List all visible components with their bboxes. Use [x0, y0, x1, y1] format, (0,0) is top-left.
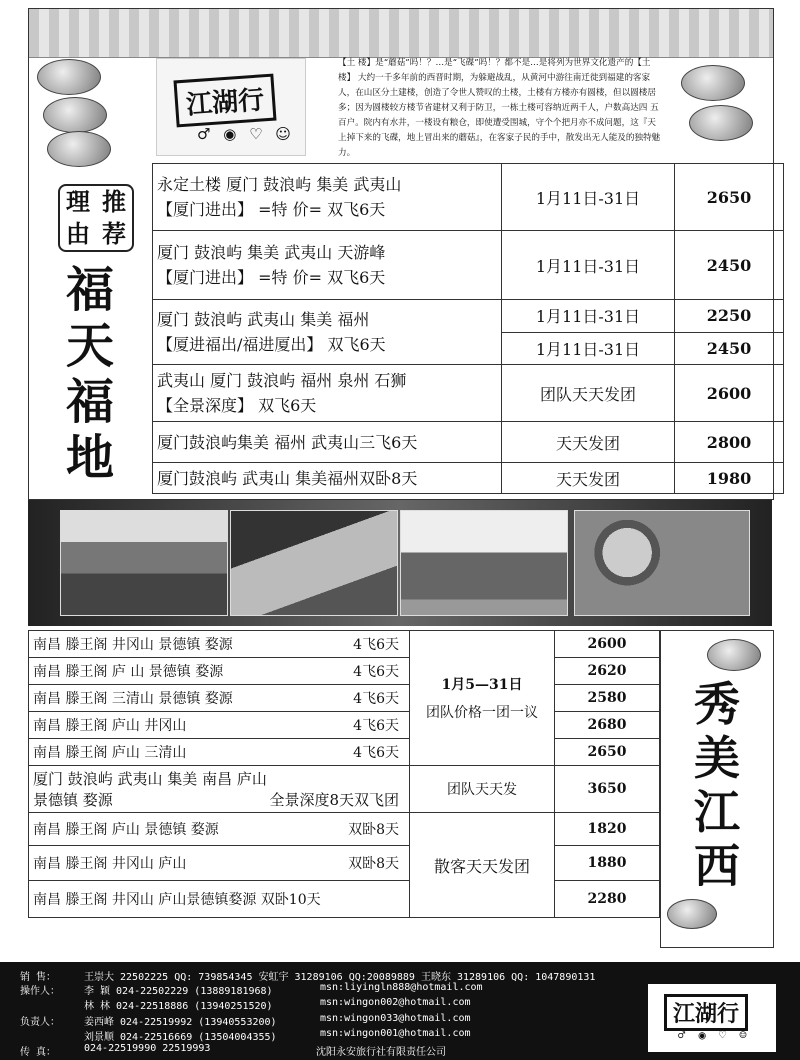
route-cell — [29, 739, 410, 766]
brand-logo — [156, 58, 306, 156]
footer-logo-text: 江湖行 — [664, 994, 748, 1031]
stamp-char: 由 — [66, 219, 90, 248]
scenery-photo-band — [28, 500, 772, 626]
route-text: 南昌 滕王阁 井冈山 景德镇 婺源 — [33, 637, 233, 653]
footer-logo — [648, 984, 776, 1052]
route-cell — [29, 685, 410, 712]
table-row — [153, 231, 784, 300]
sales-label: 销 售： — [20, 972, 57, 983]
table-row — [153, 422, 784, 463]
table-row — [29, 813, 660, 846]
table-row — [29, 881, 660, 918]
route-text: 厦门 鼓浪屿 武夷山 集美 南昌 庐山 — [33, 770, 267, 788]
days-text: 全景深度8天双飞团 — [269, 791, 399, 809]
route-cell — [29, 631, 410, 658]
route-text: 南昌 滕王阁 庐山 三清山 — [33, 745, 187, 761]
price-cell: 1820 — [555, 813, 660, 846]
table-row — [153, 463, 784, 494]
price-cell: 2800 — [675, 422, 784, 463]
route-text: 南昌 滕王阁 庐山 景德镇 婺源 — [33, 822, 219, 838]
price-cell: 2450 — [675, 231, 784, 300]
route-text: 南昌 滕王阁 井冈山 庐山 — [33, 856, 187, 872]
days-text: 4飞6天 — [353, 637, 399, 653]
table-row — [29, 739, 660, 766]
brand-logo-text: 江湖行 — [173, 74, 276, 128]
lantern-decoration — [689, 105, 753, 141]
route-cell — [29, 766, 410, 813]
days-text: 4飞6天 — [353, 718, 399, 734]
route-line: 永定土楼 厦门 鼓浪屿 集美 武夷山 — [157, 175, 402, 194]
days-text: 4飞6天 — [353, 691, 399, 707]
sales-contacts: 王崇大 22502225 QQ: 739854345 安虹宇 31289106 QQ:20089889 王晓东 31289106 QQ: 1047890131 — [84, 972, 596, 983]
route-cell — [29, 658, 410, 685]
price-cell: 2250 — [675, 300, 784, 333]
route-cell — [153, 300, 502, 365]
title-char: 福 — [65, 262, 114, 318]
lantern-decoration — [47, 131, 111, 167]
operator-1-msn: msn:liyingln888@hotmail.com — [320, 982, 483, 993]
group-date: 1月5—31日 — [441, 677, 523, 693]
route-line: 【全景深度】 双飞6天 — [157, 396, 317, 415]
table-row — [153, 365, 784, 422]
group-price-note: 团队价格一团一议 — [426, 705, 538, 721]
price-cell: 2650 — [555, 739, 660, 766]
title-char: 西 — [694, 839, 740, 893]
price-cell: 2450 — [675, 332, 784, 365]
date-cell: 1月11日-31日 — [502, 231, 675, 300]
route-cell — [29, 712, 410, 739]
table-row — [29, 658, 660, 685]
days-text: 4飞6天 — [353, 745, 399, 761]
section2-title — [685, 677, 749, 893]
footer-logo-icons: ♂ ◉ ♡ ☺ — [678, 1028, 750, 1042]
brand-logo-icons: ♂ ◉ ♡ ☺ — [197, 125, 295, 143]
route-text: 南昌 滕王阁 庐山 井冈山 — [33, 718, 187, 734]
route-cell — [153, 164, 502, 231]
mountain-photo — [60, 510, 228, 616]
date-cell: 团队天天发团 — [502, 365, 675, 422]
lantern-decoration — [667, 899, 717, 929]
title-char: 美 — [694, 731, 740, 785]
date-cell: 1月11日-31日 — [502, 164, 675, 231]
title-char: 地 — [65, 430, 114, 486]
title-char: 秀 — [694, 677, 740, 731]
tulou-photo — [574, 510, 750, 616]
route-text: 南昌 滕王阁 庐 山 景德镇 婺源 — [33, 664, 224, 680]
manager-2: 刘景顺 024-22516669 (13504004355) — [84, 1032, 277, 1043]
date-cell: 1月11日-31日 — [502, 332, 675, 365]
price-cell: 2580 — [555, 685, 660, 712]
days-text: 双卧8天 — [348, 856, 399, 872]
group-note-cell: 散客天天发团 — [410, 813, 555, 918]
price-cell: 2280 — [555, 881, 660, 918]
operator-2-msn: msn:wingon002@hotmail.com — [320, 997, 471, 1008]
route-line: 武夷山 厦门 鼓浪屿 福州 泉州 石狮 — [157, 371, 407, 390]
operator-1: 李 颖 024-22502229 (13889181968) — [84, 986, 273, 997]
jiangxi-tour-table — [28, 630, 660, 918]
route-line: 【厦门进出】 =特 价= 双飞6天 — [157, 268, 386, 287]
contact-footer — [0, 962, 800, 1060]
river-photo — [230, 510, 398, 616]
route-cell: 厦门鼓浪屿 武夷山 集美福州双卧8天 — [153, 463, 502, 494]
manager-1-msn: msn:wingon033@hotmail.com — [320, 1013, 471, 1024]
route-line: 厦门 鼓浪屿 集美 武夷山 天游峰 — [157, 243, 386, 262]
price-cell: 1980 — [675, 463, 784, 494]
route-cell: 厦门鼓浪屿集美 福州 武夷山三飞6天 — [153, 422, 502, 463]
route-cell — [29, 881, 410, 918]
table-row — [29, 766, 660, 813]
manager-2-msn: msn:wingon001@hotmail.com — [320, 1028, 471, 1039]
route-line: 【厦门进出】 =特 价= 双飞6天 — [157, 200, 386, 219]
route-cell — [29, 846, 410, 881]
price-cell: 2600 — [675, 365, 784, 422]
fujian-tour-table — [152, 163, 784, 494]
title-char: 天 — [65, 318, 114, 374]
stamp-char: 理 — [66, 187, 90, 216]
title-char: 江 — [694, 785, 740, 839]
table-row — [29, 712, 660, 739]
operator-label: 操作人： — [20, 986, 60, 997]
price-cell: 2650 — [675, 164, 784, 231]
price-cell: 2620 — [555, 658, 660, 685]
curtain-decoration — [29, 9, 773, 58]
route-text: 南昌 滕王阁 井冈山 庐山景德镇婺源 双卧10天 — [33, 892, 321, 908]
lantern-decoration — [43, 97, 107, 133]
stamp-char: 荐 — [102, 219, 126, 248]
date-cell: 1月11日-31日 — [502, 300, 675, 333]
lantern-decoration — [681, 65, 745, 101]
group-note-cell — [410, 631, 555, 766]
table-row — [153, 164, 784, 231]
lantern-decoration — [707, 639, 761, 671]
route-text: 南昌 滕王阁 三清山 景德镇 婺源 — [33, 691, 233, 707]
price-cell: 2600 — [555, 631, 660, 658]
route-cell — [153, 231, 502, 300]
manager-label: 负责人： — [20, 1017, 60, 1028]
price-cell: 1880 — [555, 846, 660, 881]
route-line: 【厦进福出/福进厦出】 双飞6天 — [157, 335, 386, 354]
route-cell — [153, 365, 502, 422]
lantern-decoration — [37, 59, 101, 95]
operator-2: 林 林 024-22518886 (13940251520) — [84, 1001, 273, 1012]
price-cell: 2680 — [555, 712, 660, 739]
stamp-char: 推 — [102, 187, 126, 216]
price-cell: 3650 — [555, 766, 660, 813]
days-text: 4飞6天 — [353, 664, 399, 680]
fax-numbers: 024-22519990 22519993 — [84, 1043, 211, 1054]
fax-label: 传 真： — [20, 1047, 57, 1058]
table-row — [153, 300, 784, 333]
jiangxi-title-panel — [660, 630, 774, 948]
manager-1: 姜西峰 024-22519992 (13940553200) — [84, 1017, 277, 1028]
peak-photo — [400, 510, 568, 616]
table-row — [29, 631, 660, 658]
company-name: 沈阳永安旅行社有限责任公司 — [316, 1047, 446, 1058]
recommend-stamp — [58, 184, 134, 252]
title-char: 福 — [65, 374, 114, 430]
route-text: 景德镇 婺源 — [33, 791, 113, 809]
intro-paragraph: 【土 楼】是“蘑菇”吗！？…是“飞碟”吗！？都不是…是将列为世界文化遗产的【土楼】 大约一千多年前的西晋时期，为躲避战乱，从黄河中游往南迁徙到福建的客家人，在山区分土建楼，创造了令世人赞叹的土楼，土楼有方楼亦有圆楼，但以圆楼居多；因为圆楼较方楼节省建材又利于防卫，一栋土楼可容纳近两千人，户数高达四 五百户。院内有水井，一楼设有粮仓，即使遭受围城，守个个把月亦不成问题，这『天上掉下来的飞碟，地上冒出来的蘑菇』，在客家子民的手中，散发出无人能及的独特魅力。 — [338, 58, 661, 158]
table-row — [29, 846, 660, 881]
date-cell: 天天发团 — [502, 463, 675, 494]
days-text: 双卧8天 — [348, 822, 399, 838]
route-line: 厦门 鼓浪屿 武夷山 集美 福州 — [157, 310, 370, 329]
date-cell: 天天发团 — [502, 422, 675, 463]
table-row — [29, 685, 660, 712]
group-note-cell: 团队天天发 — [410, 766, 555, 813]
route-cell — [29, 813, 410, 846]
route-line2 — [33, 789, 405, 810]
section1-title — [60, 262, 120, 486]
